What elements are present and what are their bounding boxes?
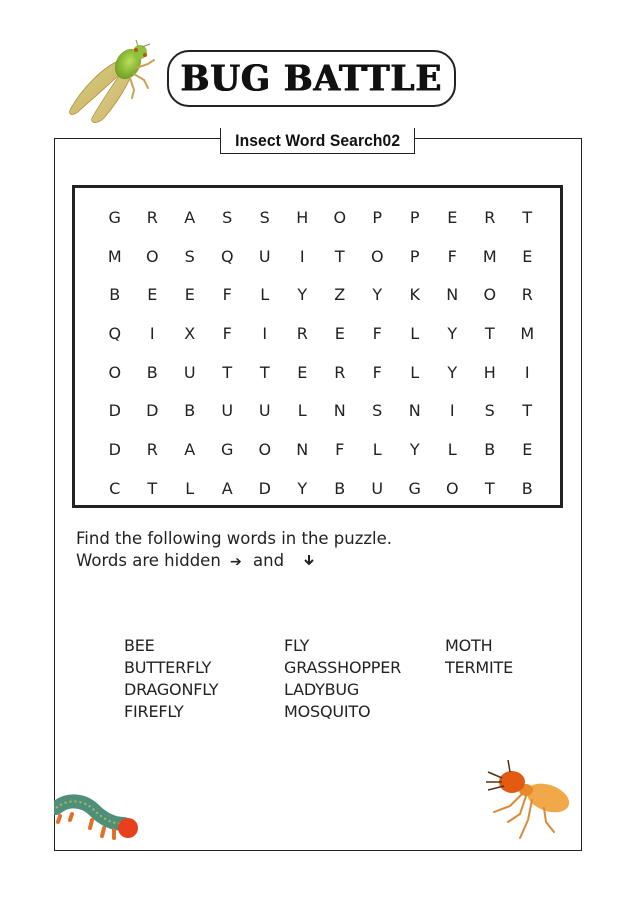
grid-cell[interactable]: D (108, 439, 121, 459)
grid-cell[interactable]: B (146, 362, 158, 382)
page-title: BUG BATTLE (180, 57, 443, 100)
grid-cell[interactable]: B (184, 401, 196, 421)
grid-row (96, 391, 546, 430)
grid-cell[interactable]: R (484, 207, 496, 227)
grid-cell[interactable]: Y (409, 439, 420, 459)
grid-cell[interactable]: N (408, 401, 421, 421)
grid-cell[interactable]: R (296, 323, 308, 343)
grid-cell[interactable]: U (371, 478, 384, 498)
grid-cell[interactable]: Y (372, 285, 383, 305)
grid-cell[interactable]: O (483, 285, 497, 305)
grid-cell[interactable]: E (297, 362, 308, 382)
grid-cell[interactable]: O (370, 246, 384, 266)
word-list-column (124, 635, 284, 723)
cicada-icon (62, 38, 162, 128)
grid-cell[interactable]: I (449, 401, 455, 421)
title-banner (167, 50, 456, 107)
grid-cell[interactable]: R (146, 439, 158, 459)
grid-cell[interactable]: L (297, 401, 307, 421)
word-item: FLY (284, 636, 310, 655)
grid-cell[interactable]: T (222, 362, 233, 382)
grid-cell[interactable]: T (522, 401, 533, 421)
word-item: GRASSHOPPER (284, 658, 402, 677)
grid-cell[interactable]: M (520, 323, 535, 343)
grid-cell[interactable]: O (445, 478, 459, 498)
grid-cell[interactable]: R (146, 207, 158, 227)
grid-row (96, 430, 546, 469)
grid-cell[interactable]: I (149, 323, 155, 343)
word-item: FIREFLY (124, 702, 184, 721)
grid-cell[interactable]: R (521, 285, 533, 305)
grid-cell[interactable]: O (145, 246, 159, 266)
word-item: LADYBUG (284, 680, 360, 699)
grid-cell[interactable]: U (183, 362, 196, 382)
grid-cell[interactable]: A (184, 439, 196, 459)
instruction-line-1: Find the following words in the puzzle. (76, 529, 393, 548)
grid-cell[interactable]: H (483, 362, 496, 382)
grid-cell[interactable]: T (147, 478, 158, 498)
word-item: DRAGONFLY (124, 680, 219, 699)
grid-row (96, 275, 546, 314)
grid-cell[interactable]: L (410, 323, 420, 343)
grid-cell[interactable]: S (484, 401, 495, 421)
grid-cell[interactable]: B (484, 439, 496, 459)
grid-cell[interactable]: E (184, 285, 195, 305)
grid-cell[interactable]: L (372, 439, 382, 459)
grid-cell[interactable]: Y (447, 362, 458, 382)
grid-cell[interactable]: Q (108, 323, 122, 343)
grid-cell[interactable]: G (408, 478, 421, 498)
grid-cell[interactable]: I (262, 323, 268, 343)
grid-cell[interactable]: U (258, 246, 271, 266)
grid-cell[interactable]: B (334, 478, 346, 498)
grid-cell[interactable]: F (222, 323, 232, 343)
grid-cell[interactable]: D (146, 401, 159, 421)
grid-cell[interactable]: E (334, 323, 345, 343)
grid-cell[interactable]: L (447, 439, 457, 459)
grid-cell[interactable]: R (334, 362, 346, 382)
word-list-column (445, 635, 545, 723)
grid-cell[interactable]: N (446, 285, 459, 305)
grid-cell[interactable]: O (333, 207, 347, 227)
grid-cell[interactable]: P (372, 207, 383, 227)
word-list (124, 635, 545, 723)
grid-cell[interactable]: A (184, 207, 196, 227)
grid-cell[interactable]: A (221, 478, 233, 498)
grid-cell[interactable]: T (522, 207, 533, 227)
word-list-column (284, 635, 445, 723)
instruction-line-2 (76, 550, 392, 573)
grid-cell[interactable]: E (522, 439, 533, 459)
grid-cell[interactable]: I (524, 362, 530, 382)
grid-row (96, 353, 546, 392)
grid-cell[interactable]: S (259, 207, 270, 227)
grid-cell[interactable]: Z (334, 285, 346, 305)
arrow-right-icon: ➔ (230, 554, 242, 570)
grid-cell[interactable]: M (482, 246, 497, 266)
grid-cell[interactable]: S (222, 207, 233, 227)
grid-row (96, 237, 546, 276)
grid-cell[interactable]: O (108, 362, 122, 382)
grid-cell[interactable]: I (299, 246, 305, 266)
arrow-down-icon (303, 551, 315, 573)
grid-cell[interactable]: B (109, 285, 121, 305)
grid-cell[interactable]: U (258, 401, 271, 421)
grid-cell[interactable]: U (221, 401, 234, 421)
grid-cell[interactable]: C (109, 478, 121, 498)
termite-icon (482, 760, 574, 840)
grid-cell[interactable]: F (447, 246, 457, 266)
grid-cell[interactable]: O (258, 439, 272, 459)
grid-row (96, 469, 546, 508)
grid-cell[interactable]: Y (447, 323, 458, 343)
instructions (76, 528, 392, 573)
grid-row (96, 314, 546, 353)
grid-cell[interactable]: E (522, 246, 533, 266)
grid-cell[interactable]: F (372, 323, 382, 343)
word-item: BEE (124, 636, 155, 655)
grid-cell[interactable]: K (409, 285, 420, 305)
word-item: MOTH (445, 636, 493, 655)
subtitle-tab (220, 128, 415, 154)
grid-cell[interactable]: F (372, 362, 382, 382)
grid-cell[interactable]: M (107, 246, 122, 266)
grid-cell[interactable]: T (484, 478, 495, 498)
word-item: BUTTERFLY (124, 658, 212, 677)
grid-cell[interactable]: D (258, 478, 271, 498)
grid-cell[interactable]: F (335, 439, 345, 459)
grid-cell[interactable]: S (372, 401, 383, 421)
grid-cell[interactable]: T (334, 246, 345, 266)
grid-cell[interactable]: Q (220, 246, 234, 266)
grid-cell[interactable]: X (184, 323, 196, 343)
grid-cell[interactable]: G (108, 207, 121, 227)
grid-cell[interactable]: Y (297, 478, 308, 498)
grid-cell[interactable]: E (447, 207, 458, 227)
grid-cell[interactable]: D (108, 401, 121, 421)
grid-cell[interactable]: S (184, 246, 195, 266)
word-search-grid (96, 198, 546, 508)
grid-row (96, 198, 546, 237)
grid-cell[interactable]: L (410, 362, 420, 382)
grid-cell[interactable]: N (333, 401, 346, 421)
grid-cell[interactable]: H (296, 207, 309, 227)
grid-cell[interactable]: P (409, 207, 420, 227)
grid-cell[interactable]: T (484, 323, 495, 343)
grid-cell[interactable]: E (147, 285, 158, 305)
worksheet-subtitle: Insect Word Search02 (235, 130, 400, 150)
word-item: TERMITE (445, 658, 514, 677)
grid-cell[interactable]: P (409, 246, 420, 266)
word-item: MOSQUITO (284, 702, 371, 721)
grid-cell[interactable]: F (222, 285, 232, 305)
grid-cell[interactable]: G (221, 439, 234, 459)
grid-cell[interactable]: N (296, 439, 309, 459)
grid-cell[interactable]: T (259, 362, 270, 382)
grid-cell[interactable]: Y (297, 285, 308, 305)
grid-cell[interactable]: L (185, 478, 195, 498)
grid-cell[interactable]: L (260, 285, 270, 305)
instruction-and: and (253, 551, 285, 570)
caterpillar-icon (54, 790, 144, 850)
instruction-prefix: Words are hidden (76, 551, 221, 570)
grid-cell[interactable]: B (521, 478, 533, 498)
